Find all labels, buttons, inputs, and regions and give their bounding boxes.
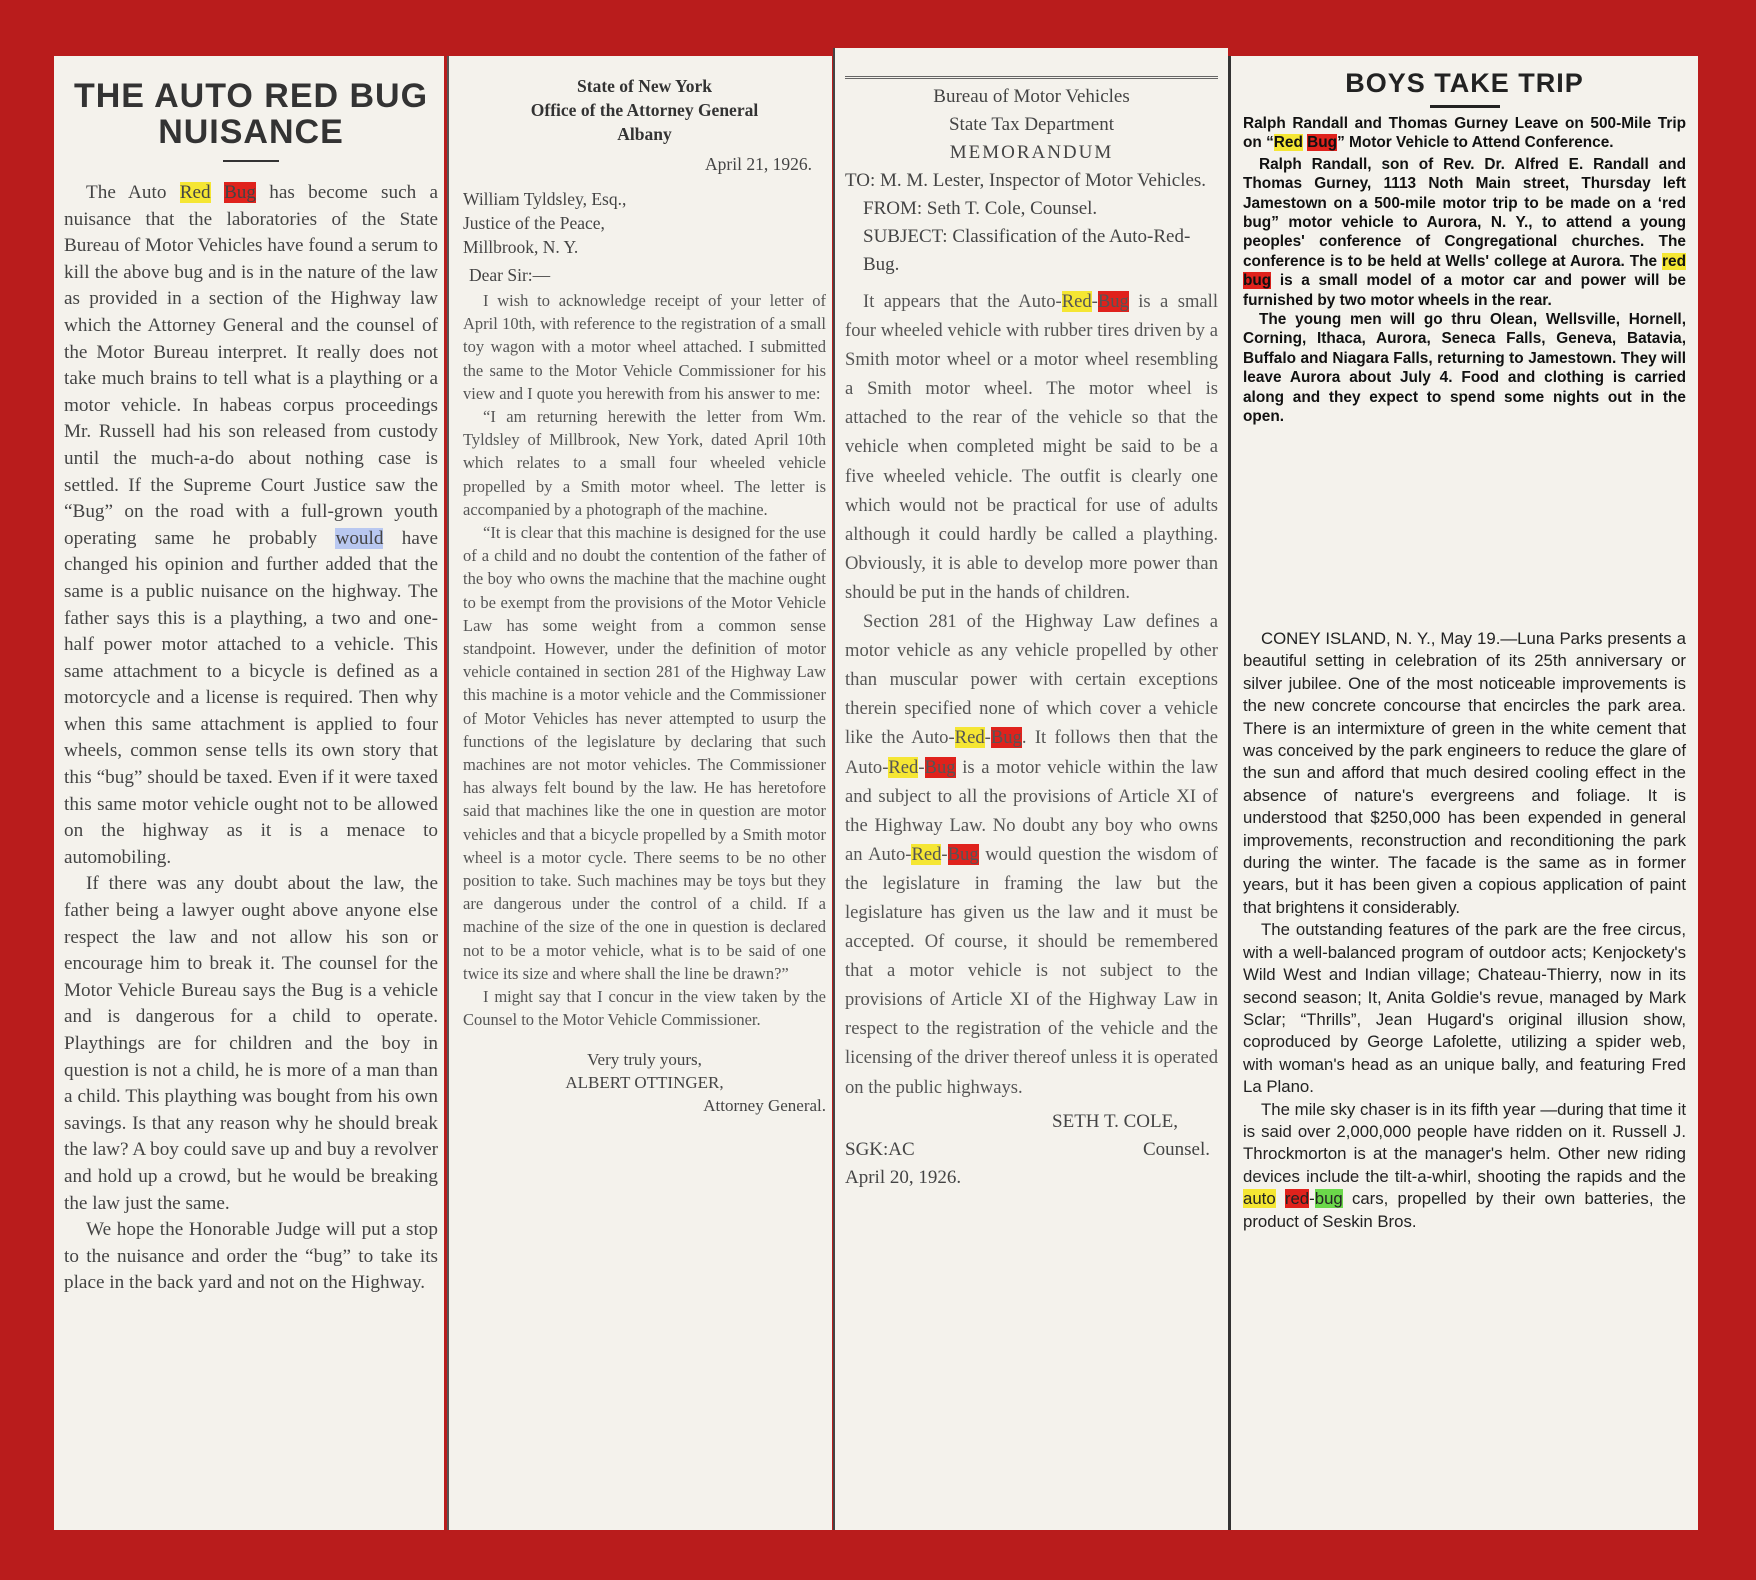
nuisance-body — [64, 180, 438, 1297]
boys-trip-body — [1243, 155, 1686, 427]
highlight-red: Red — [1061, 291, 1092, 312]
highlight-bug: Bug — [223, 182, 256, 203]
text-run: Ralph Randall, son of Rev. Dr. Alfred E. Randall and Thomas Gurney, 1113 Noth Main street, Thursday left Jamestown on a 500-mile motor trip to be made on a ‘red bug” motor vehicle to Aurora, N. Y., to attend a young peoples' conference of Congregational churches. The conference is to be held at Wells' college at Aurora. The — [1243, 155, 1686, 270]
highlight-red: Red — [1273, 134, 1303, 152]
boys-trip-subhead — [1243, 114, 1686, 153]
memo-head-title: MEMORANDUM — [949, 142, 1114, 163]
highlight-bug: Bug — [1307, 134, 1338, 152]
highlight-auto: auto — [1243, 1189, 1276, 1209]
addressee-city: Millbrook, N. Y. — [463, 237, 579, 257]
memo-initials-row — [845, 1136, 1218, 1164]
letter-head-city: Albany — [617, 124, 672, 144]
highlight-red: Red — [888, 756, 919, 778]
text-run: It appears that the Auto- — [863, 291, 1062, 312]
headline-rule — [223, 160, 279, 162]
memo-signature: SETH T. COLE, — [1052, 1110, 1178, 1132]
text-run: . It follows then that the Auto- — [845, 727, 1219, 778]
coney-island-paragraph-1: CONEY ISLAND, N. Y., May 19.—Luna Parks presents a beautiful setting in celebration of its 25th anniversary or silver jubilee. One of the most noticeable improvements is the new concrete concourse that encircles the park area. There is an intermixture of green in the white cement that was conceived by the park engineers to reduce the glare of the sun and afford that much desired cooling effect in the absence of nature's evergreens and foliage. It is understood that $250,000 has been expended in general improvements, reconstruction and reconditioning the park during the winter. The facade is the same as in former years, but it has been given a copious application of paint that brightens it considerably. — [1243, 629, 1686, 917]
text-run: is a motor vehicle within the law and subject to all the provisions of Article XI of the Highway Law. No doubt any boy who owns an Auto- — [845, 756, 1218, 865]
highlight-bug: Bug — [1097, 291, 1129, 312]
memo-paragraph-2: Section 281 of the Highway Law defines a motor vehicle as any vehicle propelled by other than muscular power with certain exceptions therein specified none of which cover a vehicle like the Auto-Red-Bug. It follows then that the Auto-Red-Bug is a motor vehicle within the law and subject to all the provisions of Article XI of the Highway Law. No doubt any boy who owns an Auto-Red-Bug would question the wisdom of the legislature in framing the law but the legislature has given us the law and it must be accepted. Of course, it should be remembered that a motor vehicle is not subject to the provisions of Article XI of the Highway Law in respect to the registration of the vehicle and the licensing of the driver thereof unless it is operated on the public highways. — [845, 611, 1219, 1098]
nuisance-clipping — [54, 56, 444, 1530]
highlight-red: Red — [954, 727, 985, 749]
letter-paragraph-3: “It is clear that this machine is designed for the use of a child and no doubt the contention of the father of the boy who owns the machine that the machine ought to be exempt from the provisions of the Motor Vehicle Law has some weight from a common sense standpoint. However, under the definition of motor vehicle contained in section 281 of the Highway Law this machine is a motor vehicle and the Commissioner of Motor Vehicles has never attempted to usurp the functions of the legislature by declaring that such machines are not motor vehicles. The Commissioner has always felt bound by the law. He has heretofore said that machines like the one in question are motor vehicles and that a bicycle propelled by a Smith motor wheel is a motor cycle. There seems to be no other position to take. Such machines may be toys but they are dangerous under the control of a child. If a machine of the size of the one in question is declared not to be a motor vehicle, what is to be said of one twice its size and where shall the line be drawn?” — [463, 523, 826, 983]
boys-trip-paragraph-1 — [1243, 155, 1686, 310]
addressee-title: Justice of the Peace, — [463, 213, 605, 233]
memo-signature-title: Counsel. — [1142, 1138, 1210, 1160]
nuisance-paragraph-3: We hope the Honorable Judge will put a stop to the nuisance and order the “bug” to take its place in the back yard and not on the Highway. — [64, 1219, 438, 1294]
signature-name: ALBERT OTTINGER, — [565, 1072, 724, 1092]
highlight-red: Red — [179, 182, 211, 203]
highlight-would: would — [335, 527, 384, 549]
boys-trip-headline: BOYS TAKE TRIP — [1345, 68, 1584, 98]
highlight-red: red — [1662, 252, 1686, 270]
memo-to: TO: M. M. Lester, Inspector of Motor Vehicles. — [845, 170, 1207, 191]
coney-island-paragraph-2: The outstanding features of the park are the free circus, with a well-balanced program of outdoor acts; Kenjockety's Wild West and Indian village; Chateau-Thierry, now in its second season; It, Anita Goldie's revue, managed by Mark Sclar; “Thrills”, Jean Hugard's original illusion show, coproduced by George Lafolette, utilizing a spider web, with woman's head as an unique bally, and featuring Fred La Plano. — [1243, 920, 1686, 1097]
highlight-bug: bug — [1243, 272, 1272, 290]
closing: Very truly yours, — [587, 1049, 702, 1069]
letter-date: April 21, 1926. — [705, 154, 812, 174]
highlight-bug: Bug — [947, 843, 979, 865]
text-run: have changed his opinion and further added that the same is a public nuisance on the highway. The father says this is a plaything, a two and one-half power motor attached to a vehicle. This same attachment to a bicycle is defined as a motorcycle and a license is required. Then why when this same attachment is applied to four wheels, common sense tells its own story that this “bug” should be taxed. Even if it were taxed this same motor vehicle ought not to be allowed on the highway as it is a menace to automobiling. — [64, 527, 439, 868]
letter-head-state: State of New York — [577, 76, 712, 96]
text-run: is a small four wheeled vehicle with rubber tires driven by a Smith motor wheel or a motor wheel resembling a Smith motor wheel. The motor wheel is attached to the rear of the vehicle so that the vehicle when completed might be said to be a five wheeled vehicle. The outfit is clearly one which would not be practical for use of adults although it could hardly be called a plaything. Obviously, it is able to develop more power than should be put in the hands of children. — [845, 291, 1218, 603]
memo-paragraph-1: It appears that the Auto-Red-Bug is a small four wheeled vehicle with rubber tires driven by a Smith motor wheel or a motor wheel resembling a Smith motor wheel. The motor wheel is attached to the rear of the vehicle so that the vehicle when completed might be said to be a five wheeled vehicle. The outfit is clearly one which would not be practical for use of adults although it could hardly be called a plaything. Obviously, it is able to develop more power than should be put in the hands of children. — [845, 291, 1218, 603]
coney-island-paragraph-3: The mile sky chaser is in its fifth year —during that time it is said over 2,000,000 people have ridden on it. Russell J. Throckmorton is at the manager's helm. Other new riding devices include the tilt-a-whirl, shooting the rapids and the auto red-bug cars, propelled by their own batteries, the product of Seskin Bros. — [1243, 1099, 1687, 1231]
letter-paragraph-2: “I am returning herewith the letter from Wm. Tyldsley of Millbrook, New York, dated April 10th which relates to a small four wheeled vehicle propelled by a Smith motor wheel. The letter is accompanied by a photograph of the machine. — [463, 407, 826, 519]
text-run: The Auto — [86, 182, 167, 203]
motor-vehicles-memo — [833, 48, 1228, 1530]
highlight-bug: bug — [1314, 1189, 1343, 1209]
memo-initials: SGK:AC — [845, 1138, 915, 1160]
attorney-general-letter — [447, 56, 832, 1530]
letter-body — [463, 289, 826, 1032]
letter-paragraph-1: I wish to acknowledge receipt of your letter of April 10th, with reference to the registration of a small toy wagon with a motor wheel attached. I submitted the same to the Motor Vehicle Commissioner for his view and I quote you herewith from his answer to me: — [463, 291, 826, 403]
text-run: The mile sky chaser is in its fifth year —during that time it is said over 2,000,000 people have ridden on it. Russell J. Throckmorton is at the manager's helm. Other new riding devices include the tilt-a-whirl, shooting the rapids and the — [1243, 1099, 1686, 1186]
letter-signature-block — [463, 1048, 826, 1117]
coney-island-clipping — [1228, 614, 1698, 1530]
nuisance-headline: THE AUTO RED BUG NUISANCE — [73, 77, 429, 151]
text-run: cars, propelled by their own batteries, the product of Seskin Bros. — [1243, 1189, 1687, 1231]
nuisance-paragraph-1 — [64, 180, 438, 871]
headline-rule — [1430, 105, 1500, 108]
letter-paragraph-4: I might say that I concur in the view taken by the Counsel to the Motor Vehicle Commissioner. — [463, 987, 826, 1030]
text-run: ” Motor Vehicle to Attend Conference. — [1337, 134, 1614, 152]
memo-body — [845, 287, 1218, 1102]
addressee-name: William Tyldsley, Esq., — [463, 189, 627, 209]
text-run: would question the wisdom of the legislature in framing the law but the legislature has given us the law and it must be accepted. Of course, it should be remembered that a motor vehicle is not subject to the provisions of Article XI of the Highway Law in respect to the registration of the vehicle and the licensing of the driver thereof unless it is operated on the public highways. — [845, 843, 1218, 1098]
memo-subject: SUBJECT: Classification of the Auto-Red-Bug. — [863, 226, 1191, 275]
memo-date: April 20, 1926. — [845, 1166, 962, 1188]
boys-trip-paragraph-2: The young men will go thru Olean, Wellsville, Hornell, Corning, Ithaca, Aurora, Seneca Falls, Geneva, Batavia, Buffalo and Niagara Falls, returning to Jamestown. They will leave Aurora about July 4. Food and clothing is carried along and they expect to spend some nights out in the open. — [1243, 311, 1686, 426]
highlight-red: Red — [911, 843, 942, 865]
text-run: has become such a nuisance that the laboratories of the State Bureau of Motor Vehicles have found a serum to kill the above bug and is in the nature of the law as provided in a section of the Highway law which the Attorney General and the counsel of the Motor Bureau interpret. It really does not take much brains to tell what is a plaything or a motor vehicle. In habeas corpus proceedings Mr. Russell had his son released from custody until the much-a-do about nothing case is settled. If the Supreme Court Justice saw the “Bug” on the road with a full-grown youth operating same he probably — [64, 182, 439, 549]
letter-head-office: Office of the Attorney General — [530, 100, 759, 120]
highlight-red: red — [1284, 1189, 1310, 1209]
highlight-bug: Bug — [924, 756, 956, 778]
memo-head-bureau: Bureau of Motor Vehicles — [845, 76, 1218, 111]
signature-title: Attorney General. — [703, 1095, 826, 1115]
text-run: Section 281 of the Highway Law defines a motor vehicle as any vehicle propelled by other than muscular power with certain exceptions therein specified none of which cover a vehicle like the Auto- — [845, 611, 1218, 749]
boys-trip-clipping — [1228, 56, 1698, 614]
nuisance-paragraph-2: If there was any doubt about the law, the father being a lawyer ought above anyone else respect the law and not allow his son or encourage him to break it. The counsel for the Motor Vehicle Bureau says the Bug is a vehicle and is dangerous for a child to operate. Playthings are for children and the boy in question is not a child, he is more of a man than a child. This plaything was bought from his own savings. Is that any reason why he should break the law? A boy could save up and buy a revolver and hold up a crowd, but he would be breaking the law just the same. — [64, 873, 438, 1214]
highlight-bug: Bug — [990, 727, 1022, 749]
text-run: is a small model of a motor car and power will be furnished by two motor wheels in the rear. — [1243, 272, 1686, 309]
memo-from: FROM: Seth T. Cole, Counsel. — [863, 198, 1098, 219]
memo-head-department: State Tax Department — [948, 114, 1115, 135]
text-run: Ralph Randall and Thomas Gurney Leave on 500-Mile Trip on “ — [1243, 115, 1686, 152]
coney-island-body — [1243, 628, 1686, 1233]
salutation: Dear Sir:— — [469, 265, 551, 285]
